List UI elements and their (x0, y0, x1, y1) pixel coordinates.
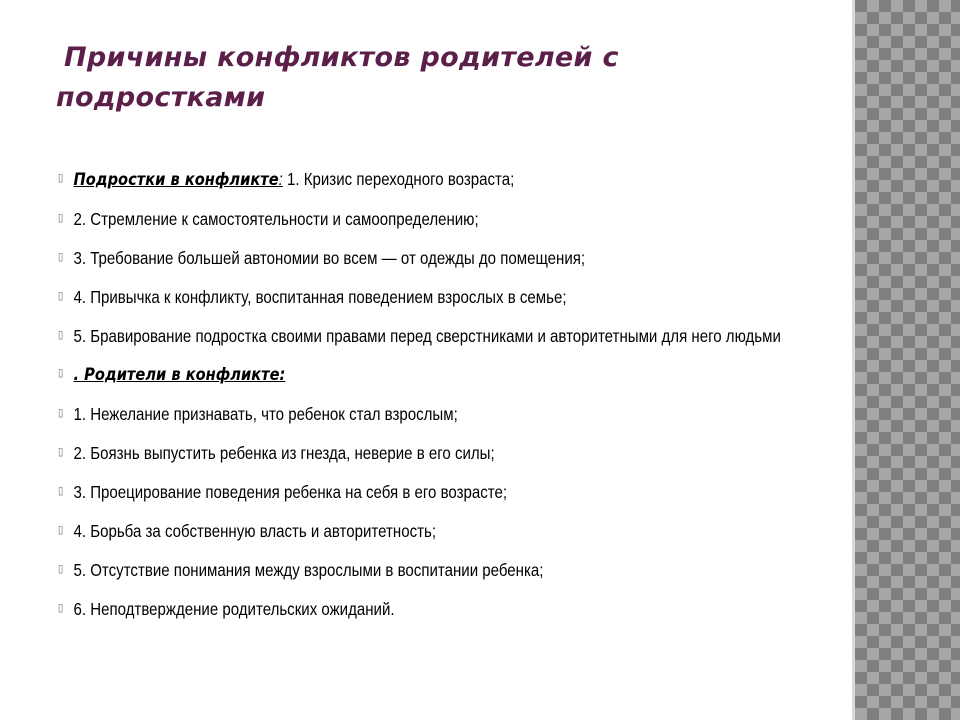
bullet-marker-icon: ▯ (58, 446, 64, 458)
bullet-marker-icon: ▯ (58, 563, 64, 575)
list-item (58, 403, 830, 425)
parents-heading: . Родители в конфликте: (73, 365, 286, 385)
list-item (58, 442, 830, 464)
page-title (56, 38, 816, 118)
list-item (58, 363, 830, 386)
bullet-marker-icon: ▯ (58, 212, 64, 224)
list-item-text: 5. Отсутствие понимания между взрослыми в воспитании ребенка; (73, 560, 544, 580)
bullet-marker-icon: ▯ (58, 524, 64, 536)
list-item-text: 2. Боязнь выпустить ребенка из гнезда, неверие в его силы; (73, 443, 495, 463)
title-line-1: Причины конфликтов родителей с (64, 42, 619, 73)
list-item (58, 520, 830, 542)
list-item-text: 1. Кризис переходного возраста; (282, 169, 515, 189)
list-item (58, 481, 830, 503)
list-item (58, 247, 830, 269)
bullet-marker-icon: ▯ (58, 329, 64, 341)
title-line-2: подростками (56, 82, 266, 113)
bullet-marker-icon: ▯ (58, 251, 64, 263)
list-item-text: 2. Стремление к самостоятельности и самоопределению; (73, 209, 479, 229)
bullet-marker-icon: ▯ (58, 407, 64, 419)
list-item-text: 4. Борьба за собственную власть и авторитетность; (73, 521, 437, 541)
bullet-marker-icon: ▯ (58, 602, 64, 614)
bullet-marker-icon: ▯ (58, 485, 64, 497)
list-item-text: 3. Проецирование поведения ребенка на себя в его возрасте; (73, 482, 508, 502)
list-item-text: 6. Неподтверждение родительских ожиданий. (73, 599, 395, 619)
teens-heading-colon: : (278, 169, 283, 189)
teens-heading: Подростки в конфликте (73, 170, 279, 190)
list-item-text: 5. Бравирование подростка своими правами перед сверстниками и авторитетными для него людьми (73, 326, 781, 346)
list-item (58, 559, 830, 581)
list-item (58, 168, 830, 191)
bullet-marker-icon: ▯ (58, 290, 64, 302)
bullet-marker-icon: ▯ (58, 172, 64, 184)
bullet-marker-icon: ▯ (58, 367, 64, 379)
list-item (58, 286, 830, 308)
list-item (58, 208, 830, 230)
list-item-text: 3. Требование большей автономии во всем — от одежды до помещения; (73, 248, 586, 268)
list-item (58, 598, 830, 620)
list-item-text: 4. Привычка к конфликту, воспитанная поведением взрослых в семье; (73, 287, 567, 307)
list-item-text: 1. Нежелание признавать, что ребенок стал взрослым; (73, 404, 458, 424)
decorative-pattern-panel (855, 0, 960, 720)
bullet-list (58, 168, 828, 637)
list-item (58, 325, 830, 347)
